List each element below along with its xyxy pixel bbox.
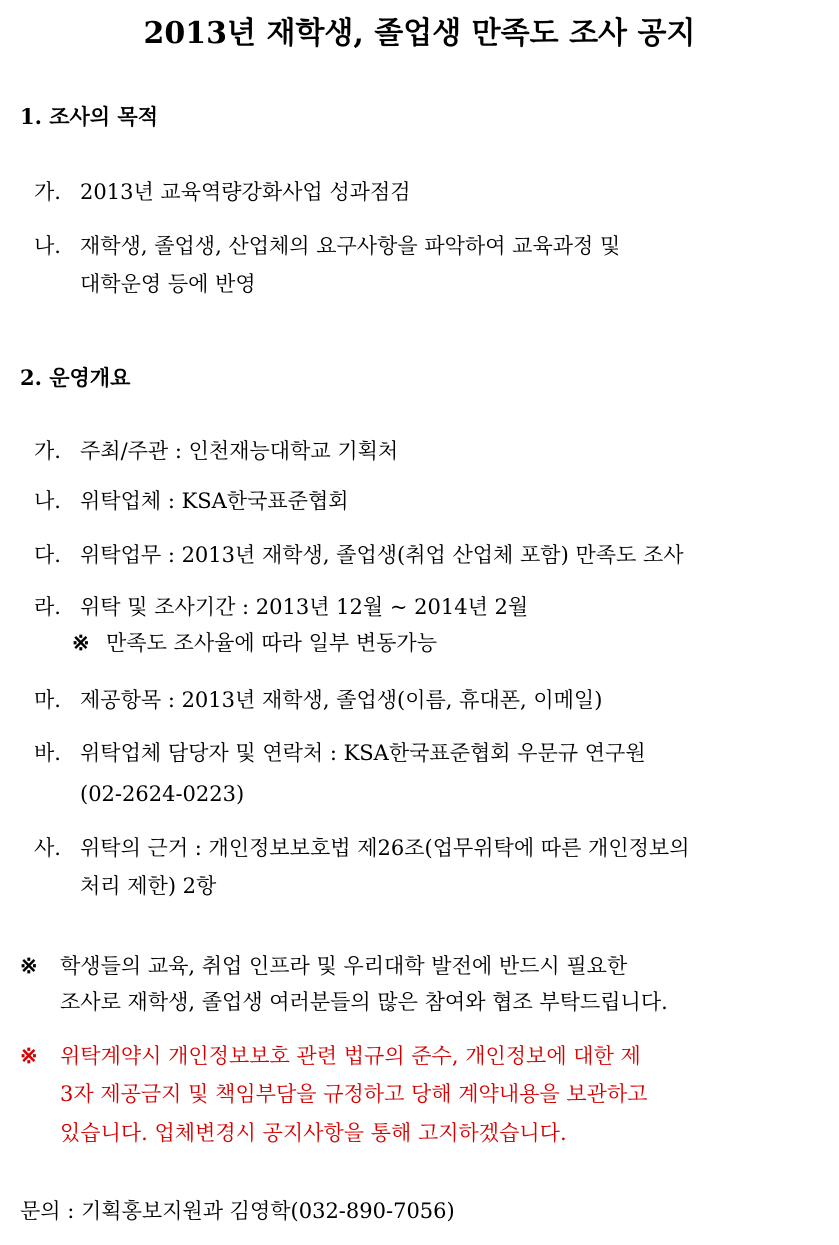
item-label: 라. xyxy=(34,595,61,619)
item-label: 나. xyxy=(34,489,61,513)
reference-mark-icon: ※ xyxy=(72,630,90,655)
participation-notice-line-1 xyxy=(20,952,627,980)
item-label: 사. xyxy=(34,836,61,860)
overview-item-contact-person xyxy=(34,739,646,767)
overview-item-host xyxy=(34,437,398,465)
item-text: 제공항목 : 2013년 재학생, 졸업생(이름, 휴대폰, 이메일) xyxy=(80,688,603,712)
participation-notice-line-2: 조사로 재학생, 졸업생 여러분들의 많은 참여와 협조 부탁드립니다. xyxy=(60,990,668,1014)
item-text: 재학생, 졸업생, 산업체의 요구사항을 파악하여 교육과정 및 xyxy=(80,234,621,258)
item-text: 위탁 및 조사기간 : 2013년 12월 ~ 2014년 2월 xyxy=(80,595,529,619)
overview-item-period xyxy=(34,593,528,621)
purpose-item-2 xyxy=(34,232,620,260)
item-text: 주최/주관 : 인천재능대학교 기획처 xyxy=(80,439,399,463)
item-label: 마. xyxy=(34,688,61,712)
purpose-item-2-continuation: 대학운영 등에 반영 xyxy=(80,272,256,296)
overview-item-legal-basis xyxy=(34,834,689,862)
notice-text: 학생들의 교육, 취업 인프라 및 우리대학 발전에 반드시 필요한 xyxy=(60,954,628,978)
contact-person-phone: (02-2624-0223) xyxy=(80,782,245,806)
item-label: 바. xyxy=(34,741,61,765)
reference-mark-icon: ※ xyxy=(20,1043,38,1068)
period-note xyxy=(72,629,437,657)
privacy-notice-line-3: 있습니다. 업체변경시 공지사항을 통해 고지하겠습니다. xyxy=(60,1121,567,1145)
item-text: 위탁의 근거 : 개인정보보호법 제26조(업무위탁에 따른 개인정보의 xyxy=(80,836,690,860)
inquiry-contact: 문의 : 기획홍보지원과 김영학(032-890-7056) xyxy=(20,1199,455,1223)
page-title: 2013년 재학생, 졸업생 만족도 조사 공지 xyxy=(143,16,696,51)
item-text: 위탁업체 담당자 및 연락처 : KSA한국표준협회 우문규 연구원 xyxy=(80,741,646,765)
notice-text: 위탁계약시 개인정보보호 관련 법규의 준수, 개인정보에 대한 제 xyxy=(60,1044,641,1068)
section-heading-purpose: 1. 조사의 목적 xyxy=(20,104,158,129)
item-label: 다. xyxy=(34,543,61,567)
overview-item-provided xyxy=(34,686,602,714)
item-text: 2013년 교육역량강화사업 성과점검 xyxy=(80,180,411,204)
purpose-item-1 xyxy=(34,178,411,206)
legal-basis-continuation: 처리 제한) 2항 xyxy=(80,874,217,898)
item-label: 가. xyxy=(34,180,61,204)
overview-item-task xyxy=(34,541,684,569)
reference-mark-icon: ※ xyxy=(20,953,38,978)
item-label: 나. xyxy=(34,234,61,258)
item-label: 가. xyxy=(34,439,61,463)
section-heading-overview: 2. 운영개요 xyxy=(20,365,131,390)
item-text: 위탁업무 : 2013년 재학생, 졸업생(취업 산업체 포함) 만족도 조사 xyxy=(80,543,684,567)
item-text: 위탁업체 : KSA한국표준협회 xyxy=(80,489,349,513)
privacy-notice-line-1 xyxy=(20,1042,641,1070)
privacy-notice-line-2: 3자 제공금지 및 책임부담을 규정하고 당해 계약내용을 보관하고 xyxy=(60,1082,648,1106)
note-text: 만족도 조사율에 따라 일부 변동가능 xyxy=(106,631,437,655)
overview-item-contractor xyxy=(34,487,349,515)
